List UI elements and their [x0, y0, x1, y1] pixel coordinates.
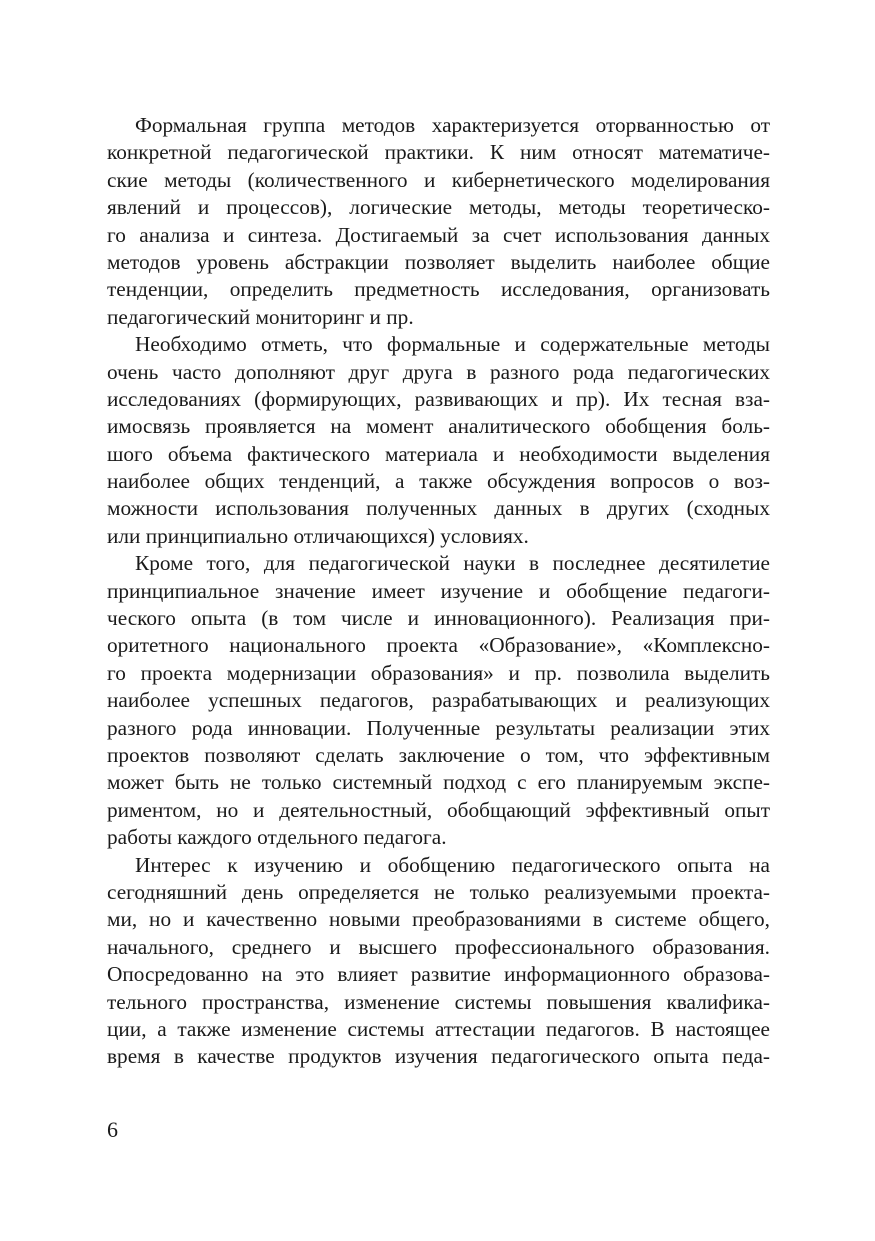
text-line: время в качестве продуктов изучения педагогического опыта педа-: [107, 1044, 770, 1069]
text-line: тельного пространства, изменение системы повышения квалифика-: [107, 989, 770, 1014]
text-line: Кроме того, для педагогической науки в последнее десятилетие: [135, 551, 770, 576]
text-line: может быть не только системный подход с его планируемым экспе-: [107, 770, 770, 795]
paragraph-methods-complement: [107, 331, 770, 550]
text-line: явлений и процессов), логические методы, методы теоретическо-: [107, 195, 770, 220]
page-number: 6: [107, 1117, 118, 1142]
text-line: наиболее общих тенденций, а также обсуждения вопросов о воз-: [107, 469, 770, 494]
text-line: Интерес к изучению и обобщению педагогического опыта на: [135, 852, 770, 877]
text-line: ции, а также изменение системы аттестации педагогов. В настоящее: [107, 1016, 770, 1041]
text-line: исследованиях (формирующих, развивающих и пр). Их тесная вза-: [107, 386, 770, 411]
text-line: оритетного национального проекта «Образование», «Комплексно-: [107, 633, 770, 658]
text-line: Опосредованно на это влияет развитие информационного образова-: [107, 962, 770, 987]
text-line: го проекта модернизации образования» и пр. позволила выделить: [107, 660, 770, 685]
text-line: работы каждого отдельного педагога.: [107, 825, 447, 850]
text-line: имосвязь проявляется на момент аналитического обобщения боль-: [107, 414, 770, 439]
text-line: конкретной педагогической практики. К ним относят математиче-: [107, 140, 770, 165]
text-line: можности использования полученных данных в других (сходных: [107, 496, 770, 521]
text-line: го анализа и синтеза. Достигаемый за счет использования данных: [107, 222, 770, 247]
paragraph-pedagogical-experience: [107, 550, 770, 851]
text-line: Формальная группа методов характеризуется оторванностью от: [135, 113, 770, 137]
text-line: проектов позволяют сделать заключение о том, что эффективным: [107, 742, 770, 767]
text-line: педагогический мониторинг и пр.: [107, 304, 414, 329]
text-line: принципиальное значение имеет изучение и обобщение педагоги-: [107, 578, 770, 603]
text-line: шого объема фактического материала и необходимости выделения: [107, 441, 770, 466]
paragraph-formal-methods: [107, 112, 770, 331]
text-line: методов уровень абстракции позволяет выделить наиболее общие: [107, 249, 770, 274]
text-line: тенденции, определить предметность исследования, организовать: [107, 277, 770, 302]
text-line: ские методы (количественного и кибернетического моделирования: [107, 167, 770, 192]
text-line: наиболее успешных педагогов, разрабатывающих и реализующих: [107, 688, 770, 713]
text-line: ми, но и качественно новыми преобразованиями в системе общего,: [107, 907, 770, 932]
text-line: Необходимо отметь, что формальные и содержательные методы: [135, 332, 770, 357]
text-line: разного рода инновации. Полученные результаты реализации этих: [107, 715, 770, 740]
text-line: или принципиально отличающихся) условиях.: [107, 523, 529, 548]
page-body: [107, 112, 770, 1071]
text-line: ческого опыта (в том числе и инновационного). Реализация при-: [107, 606, 770, 631]
text-line: риментом, но и деятельностный, обобщающий эффективный опыт: [107, 797, 770, 822]
text-line: сегодняшний день определяется не только реализуемыми проекта-: [107, 879, 770, 904]
paragraph-interest-in-experience: [107, 852, 770, 1071]
text-line: очень часто дополняют друг друга в разного рода педагогических: [107, 359, 770, 384]
text-line: начального, среднего и высшего профессионального образования.: [107, 934, 770, 959]
